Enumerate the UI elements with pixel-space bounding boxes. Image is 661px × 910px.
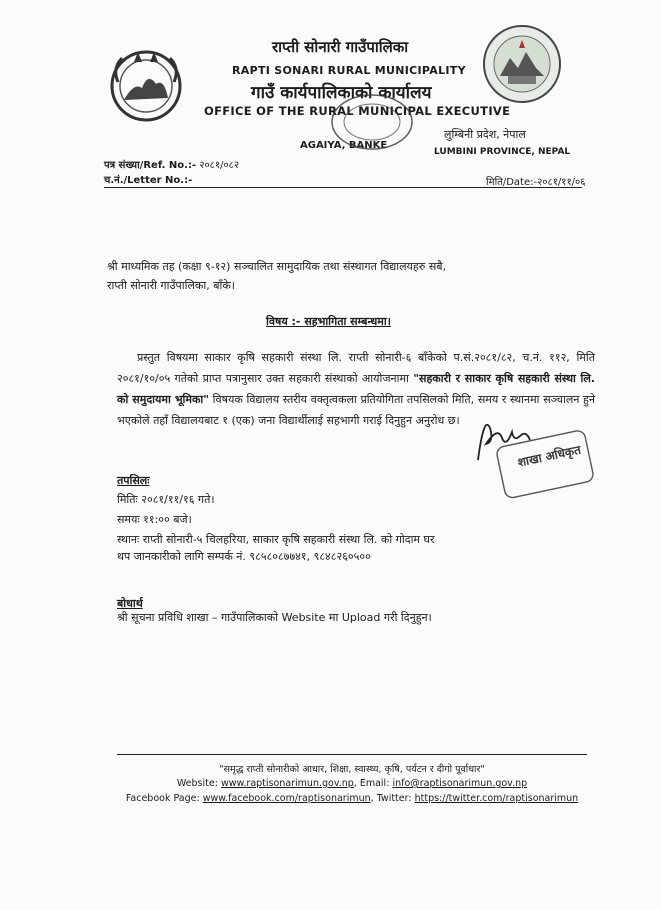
footer-slogan: "समृद्ध राप्ती सोनारीको आधार, शिक्षा, स्वास्थ्य, कृषि, पर्यटन र दीगो पूर्वाधार"	[219, 764, 485, 775]
reference-number	[104, 157, 239, 171]
office-title-english: OFFICE OF THE RURAL MUNICIPAL EXECUTIVE	[204, 104, 511, 118]
office-location: AGAIYA, BANKE	[300, 140, 388, 151]
details-date: मितिः २०८१/११/१६ गते।	[117, 493, 215, 506]
letter-date	[486, 174, 585, 188]
reference-value: २०८१/०८२	[199, 160, 240, 171]
reference-label: पत्र संख्या/Ref. No.:-	[104, 160, 197, 171]
letter-number	[104, 172, 192, 186]
facebook-label: Facebook Page:	[125, 793, 200, 804]
office-name-nepali: राप्ती सोनारी गाउँपालिका	[272, 38, 409, 56]
facebook-link[interactable]: www.facebook.com/raptisonarimun	[202, 793, 371, 804]
office-title-nepali: गाउँ कार्यपालिकाको कार्यालय	[251, 83, 432, 103]
province-english: LUMBINI PROVINCE, NEPAL	[434, 147, 571, 157]
cc-line: श्री सूचना प्रविधि शाखा – गाउँपालिकाको Website मा Upload गरी दिनुहुन।	[117, 611, 432, 624]
footer-social-line: Facebook Page: www.facebook.com/raptisonarimun, Twitter: https://twitter.com/raptisonarimun	[125, 793, 579, 804]
details-place: स्थानः राप्ती सोनारी-५ चिलहरिया, साकार कृषि सहकारी संस्था लि. को गोदाम घर	[117, 533, 435, 546]
twitter-label: Twitter:	[376, 793, 412, 804]
nepal-emblem-icon	[104, 42, 188, 126]
footer-contact-line: Website: www.raptisonarimun.gov.np, Email: info@raptisonarimun.gov.np	[176, 778, 528, 789]
details-contact: थप जानकारीको लागि सम्पर्क नं. ९८५८०८७७४१, ९८४८२६०५००	[117, 550, 371, 563]
date-label: मिति/Date:-	[486, 177, 538, 188]
province-nepali: लुम्बिनी प्रदेश, नेपाल	[444, 128, 526, 141]
recipient-line-1: श्री माध्यमिक तह (कक्षा ९-१२) सञ्चालित सामुदायिक तथा संस्थागत विद्यालयहरु सबै,	[107, 260, 447, 273]
date-value: २०८१/११/०६	[537, 177, 586, 188]
cc-heading: बोधार्थ	[117, 597, 143, 610]
twitter-link[interactable]: https://twitter.com/raptisonarimun	[414, 793, 579, 804]
details-heading: तपसिलः	[117, 474, 150, 487]
municipality-logo-icon	[480, 22, 564, 106]
website-label: Website:	[176, 778, 218, 789]
letter-subject: विषय :- सहभागिता सम्बन्धमा।	[266, 315, 391, 328]
letter-label: च.नं./Letter No.:-	[104, 175, 193, 186]
body-part-1: प्रस्तुत विषयमा साकार कृषि सहकारी संस्था लि. राप्ती सोनारी-६ बाँकेको प.सं.२०८१/८२, च.नं. ११२, मिति २०८१/१०/०५ गतेको प्राप्त पत्रानुसार उक्त सहकारी संस्थाको आयोजनामा	[117, 351, 595, 385]
body-part-2: विषयक विद्यालय स्तरीय वक्तृत्वकला प्रतियोगिता तपसिलको मिति, समय र स्थानमा सञ्चालन हुने भएकोले तहाँ विद्यालयबाट १ (एक) जना विद्यार्थीलाई सहभागी गराई दिनुहुन अनुरोध छ।	[117, 393, 596, 427]
email-label: Email:	[359, 778, 390, 789]
email-link[interactable]: info@raptisonarimun.gov.np	[392, 778, 528, 789]
office-name-english: RAPTI SONARI RURAL MUNICIPALITY	[232, 64, 466, 77]
office-stamp-icon	[324, 92, 420, 152]
details-time: समयः ११:०० बजे।	[117, 513, 192, 526]
website-link[interactable]: www.raptisonarimun.gov.np	[220, 778, 354, 789]
footer-divider	[117, 754, 587, 755]
body-bold-title: "सहकारी र साकार कृषि सहकारी संस्था लि. को समुदायमा भूमिका"	[117, 372, 595, 406]
recipient-line-2: राप्ती सोनारी गाउँपालिका, बाँके।	[107, 279, 235, 292]
officer-stamp-text: शाखा अधिकृत	[516, 442, 583, 470]
